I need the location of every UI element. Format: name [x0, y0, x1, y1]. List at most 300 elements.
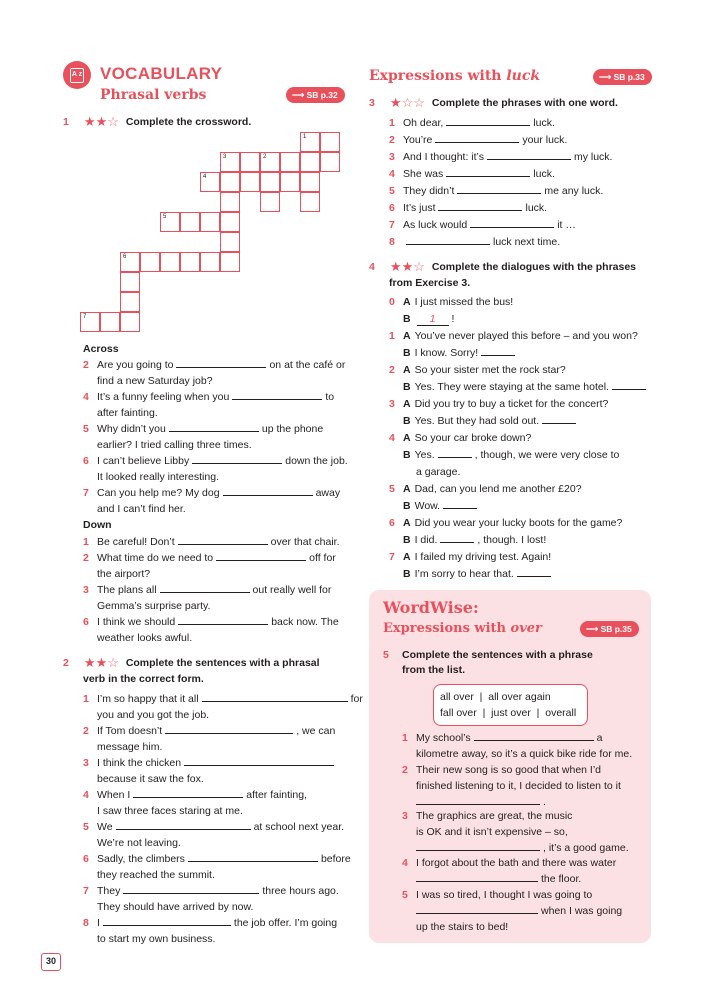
item-text: We: [97, 821, 113, 833]
item-text: Are you going to: [97, 359, 174, 371]
item-text: before: [320, 853, 351, 865]
dialogue-line-a: [389, 481, 582, 497]
item-text: your luck.: [522, 134, 568, 146]
phrase-list-line: all over | all over again: [440, 691, 551, 703]
star-filled-icon: ★: [95, 114, 108, 129]
item-text: .: [543, 796, 546, 808]
speaker-b-label: B: [403, 534, 411, 546]
crossword-cell[interactable]: [120, 272, 140, 292]
ex5-sentence: [402, 808, 572, 824]
speaker-a-label: A: [403, 483, 411, 495]
crossword-cell[interactable]: [180, 212, 200, 232]
item-number: 5: [389, 185, 395, 197]
dialogue-text: Yes. They were staying at the same hotel.: [414, 381, 609, 393]
crossword-cell[interactable]: [240, 152, 260, 172]
star-empty-icon: ☆: [413, 95, 425, 110]
crossword-cell[interactable]: [260, 172, 280, 192]
example-number: 0: [389, 296, 395, 308]
item-text: three hours ago.: [262, 885, 339, 897]
cell-number: 4: [203, 174, 207, 180]
answer-blank[interactable]: [435, 133, 519, 143]
item-number: 2: [389, 364, 395, 376]
item-text: Can you help me? My dog: [97, 487, 220, 499]
cell-number: 3: [223, 154, 227, 160]
crossword-cell[interactable]: [220, 152, 240, 172]
answer-blank[interactable]: [216, 551, 306, 561]
page-number: 30: [41, 953, 61, 971]
speaker-b-label: B: [403, 568, 411, 580]
answer-blank[interactable]: [178, 615, 268, 625]
crossword-cell[interactable]: [300, 132, 320, 152]
item-text: the job offer. I’m going: [233, 917, 338, 929]
sb-ref-label: SB p.32: [306, 90, 338, 100]
item-text: I think the chicken: [97, 757, 182, 769]
item-text: Their new song is so good that when I’d: [416, 764, 602, 776]
item-number: 4: [83, 789, 89, 801]
item-text: When I: [97, 789, 131, 801]
answer-blank[interactable]: [416, 872, 538, 882]
ex2-instruction-cont: verb in the correct form.: [83, 673, 204, 685]
star-empty-icon: ☆: [413, 259, 425, 274]
item-text: out really well for: [252, 584, 332, 596]
item-text: I think we should: [97, 616, 176, 628]
item-text: off for: [309, 552, 336, 564]
answer-blank[interactable]: [416, 904, 538, 914]
answer-blank[interactable]: [160, 583, 250, 593]
item-number: 8: [83, 917, 89, 929]
item-number: 6: [83, 455, 89, 467]
ex4-instruction-cont: from Exercise 3.: [389, 277, 471, 289]
answer-blank[interactable]: [176, 358, 266, 368]
ex2-sentence: [83, 755, 337, 771]
item-text: on at the café or: [269, 359, 346, 371]
item-text: down the job.: [285, 455, 348, 467]
item-text: when I was going: [541, 905, 623, 917]
answer-blank[interactable]: [178, 535, 268, 545]
ex2-sentence: [83, 915, 337, 931]
vocab-title: VOCABULARY: [100, 64, 223, 83]
ex3-phrase: [389, 183, 603, 199]
ex4-example-b: B 1 !: [403, 313, 455, 325]
item-number: 1: [83, 536, 89, 548]
ex2-sentence: [83, 883, 339, 899]
speaker-b-label: B: [403, 449, 411, 461]
answer-blank[interactable]: [192, 454, 282, 464]
dialogue-text: I know. Sorry!: [414, 347, 479, 359]
ex3-phrase: [389, 234, 560, 250]
item-number: 6: [83, 853, 89, 865]
example-answer: 1: [417, 313, 449, 326]
dialogue-line-b: [403, 498, 480, 514]
ex2-sentence-cont: message him.: [97, 741, 163, 753]
ex5-sentence-cont: [416, 919, 508, 935]
ex5-sentence-cont: [416, 746, 632, 762]
star-empty-icon: ☆: [401, 95, 414, 110]
answer-blank[interactable]: [438, 201, 522, 211]
answer-blank[interactable]: [103, 916, 231, 926]
sb-ref-label: SB p.35: [600, 624, 632, 634]
dialogue-text: Did you try to buy a ticket for the concert?: [414, 398, 609, 410]
dialogue-text: Dad, can you lend me another £20?: [414, 483, 582, 495]
dialogue-line-a: [389, 396, 608, 412]
across-clue-cont: earlier? I tried calling three times.: [97, 439, 252, 451]
answer-blank[interactable]: [123, 884, 259, 894]
ex1-heading: [63, 114, 251, 130]
speaker-a-label: A: [403, 364, 411, 376]
star-filled-icon: ★: [389, 95, 402, 110]
answer-blank[interactable]: [470, 218, 554, 228]
answer-blank[interactable]: [169, 422, 259, 432]
item-text: And I thought: it’s: [403, 151, 484, 163]
across-clue: [83, 453, 348, 469]
crossword-cell[interactable]: [240, 172, 260, 192]
crossword-cell[interactable]: [320, 152, 340, 172]
dialogue-line-b: [403, 345, 518, 361]
ex5-sentence-cont: [416, 903, 622, 919]
dialogue-line-a: [389, 328, 638, 344]
item-number: 4: [402, 857, 408, 869]
crossword-cell[interactable]: [220, 232, 240, 252]
dialogue-text: , though. I lost!: [477, 534, 547, 546]
cell-number: 1: [303, 134, 307, 140]
ex2-heading: [63, 655, 320, 671]
answer-blank[interactable]: [487, 150, 571, 160]
across-clue: [83, 421, 323, 437]
dialogue-text: Yes.: [414, 449, 435, 461]
item-text: Be careful! Don’t: [97, 536, 175, 548]
speaker-b-label: B: [403, 381, 411, 393]
item-number: 2: [83, 552, 89, 564]
item-number: 7: [389, 551, 395, 563]
crossword-cell[interactable]: [260, 152, 280, 172]
item-number: 4: [83, 391, 89, 403]
crossword-cell[interactable]: [160, 252, 180, 272]
answer-blank[interactable]: [446, 116, 530, 126]
crossword-cell[interactable]: [300, 172, 320, 192]
ex3-heading: [369, 95, 618, 111]
item-text: They didn’t: [403, 185, 455, 197]
answer-blank[interactable]: [446, 167, 530, 177]
crossword-cell[interactable]: [200, 212, 220, 232]
luck-title-text: Expressions with: [369, 68, 507, 84]
item-number: 5: [83, 423, 89, 435]
crossword-cell[interactable]: [220, 192, 240, 212]
ex5-sentence: [402, 762, 601, 778]
item-number: 3: [389, 398, 395, 410]
crossword-cell[interactable]: [160, 212, 180, 232]
star-filled-icon: ★: [95, 655, 108, 670]
crossword-cell[interactable]: [220, 172, 240, 192]
answer-blank[interactable]: [188, 852, 318, 862]
answer-blank[interactable]: [406, 235, 490, 245]
item-text: I can’t believe Libby: [97, 455, 190, 467]
ex2-sentence-cont: to start my own business.: [97, 933, 216, 945]
crossword-cell[interactable]: [100, 312, 120, 332]
ex3-phrase: [389, 217, 576, 233]
item-text: the floor.: [541, 873, 582, 885]
ex2-sentence-cont: because it saw the fox.: [97, 773, 204, 785]
speaker-b-label: B: [403, 500, 411, 512]
item-number: 4: [389, 168, 395, 180]
item-text: me any luck.: [544, 185, 604, 197]
dialogue-text: Yes. But they had sold out.: [414, 415, 540, 427]
dialogue-line-b: [403, 566, 554, 582]
crossword-cell[interactable]: [300, 192, 320, 212]
crossword-cell[interactable]: [80, 312, 100, 332]
ex3-phrase: [389, 200, 547, 216]
crossword-cell[interactable]: [120, 312, 140, 332]
item-text: over that chair.: [270, 536, 340, 548]
item-text: Oh dear,: [403, 117, 444, 129]
dialogue-line-a: [389, 430, 531, 446]
dialogue-line-b: [403, 413, 579, 429]
dialogue-text: , though, we were very close to: [474, 449, 620, 461]
ex2-sentence: [83, 819, 344, 835]
item-text: up the phone: [261, 423, 324, 435]
item-number: 2: [389, 134, 395, 146]
crossword-cell[interactable]: [180, 252, 200, 272]
item-text: to: [325, 391, 335, 403]
crossword-cell[interactable]: [200, 252, 220, 272]
speaker-a-label: A: [403, 330, 411, 342]
item-text: is OK and it isn’t expensive – so,: [416, 826, 568, 838]
dialogue-line-b: [403, 379, 649, 395]
answer-blank[interactable]: [457, 184, 541, 194]
ex3-phrase: [389, 115, 555, 131]
ex2-sentence: [83, 723, 335, 739]
ex3-phrase: [389, 166, 555, 182]
answer-blank[interactable]: [481, 346, 515, 356]
item-text: a: [596, 732, 603, 744]
item-text: away: [315, 487, 341, 499]
item-text: luck next time.: [493, 236, 561, 248]
item-number: 5: [389, 483, 395, 495]
item-text: I forgot about the bath and there was water: [416, 857, 617, 869]
ex2-sentence: [83, 787, 307, 803]
item-text: I’m so happy that it all: [97, 693, 199, 705]
ex4-number: 4: [369, 261, 375, 273]
item-text: My school’s: [416, 732, 471, 744]
crossword-cell[interactable]: [120, 292, 140, 312]
dialogue-text: Wow.: [414, 500, 441, 512]
vocab-icon-book: A z: [70, 68, 84, 83]
arrow-right-icon: ⟶: [586, 624, 601, 634]
ex3-number: 3: [369, 97, 375, 109]
across-clue: [83, 357, 345, 373]
crossword-cell[interactable]: [260, 192, 280, 212]
ex2-sentence-cont: We’re not leaving.: [97, 837, 181, 849]
answer-blank[interactable]: [133, 788, 243, 798]
speaker-b-label: B: [403, 415, 411, 427]
item-number: 3: [83, 757, 89, 769]
answer-blank[interactable]: [474, 731, 594, 741]
answer-blank[interactable]: [202, 692, 348, 702]
sb-ref-tag[interactable]: [593, 69, 652, 85]
dialogue-line-b: [403, 447, 619, 463]
wordwise-subtitle: [383, 621, 542, 637]
wordwise-subtitle-italic: over: [510, 621, 542, 636]
item-number: 2: [83, 359, 89, 371]
ex1-number: 1: [63, 116, 69, 128]
item-text: You’re: [403, 134, 433, 146]
sb-ref-label: SB p.33: [613, 72, 645, 82]
crossword-cell[interactable]: [220, 212, 240, 232]
answer-blank[interactable]: [542, 414, 576, 424]
ex2-sentence-cont: you and you got the job.: [97, 709, 210, 721]
ex4-example-a: 0 A I just missed the bus!: [389, 296, 514, 308]
down-clue-cont: weather looks awful.: [97, 632, 193, 644]
answer-blank[interactable]: [440, 533, 474, 543]
ex5-number: 5: [383, 649, 389, 661]
ex5-sentence-cont: [416, 824, 568, 840]
crossword-cell[interactable]: [280, 152, 300, 172]
item-text: , we can: [296, 725, 336, 737]
ex5-sentence-cont: [416, 871, 581, 887]
item-text: I: [97, 917, 100, 929]
item-number: 5: [83, 821, 89, 833]
item-text: kilometre away, so it’s a quick bike ride for me.: [416, 748, 633, 760]
answer-blank[interactable]: [443, 499, 477, 509]
item-number: 6: [389, 517, 395, 529]
crossword-cell[interactable]: [200, 172, 220, 192]
item-number: 1: [389, 330, 395, 342]
item-number: 7: [83, 487, 89, 499]
down-clue: [83, 582, 331, 598]
ex1-instruction: Complete the crossword.: [125, 116, 252, 128]
item-text: luck.: [533, 168, 555, 180]
item-number: 6: [389, 202, 395, 214]
item-number: 3: [389, 151, 395, 163]
item-text: for: [350, 693, 363, 705]
ex2-sentence-cont: They should have arrived by now.: [97, 901, 254, 913]
item-text: back now. The: [271, 616, 339, 628]
sb-ref-tag[interactable]: [286, 87, 345, 103]
ex5-heading: [383, 647, 593, 663]
item-number: 6: [83, 616, 89, 628]
answer-blank[interactable]: [416, 841, 540, 851]
luck-title-italic: luck: [506, 68, 541, 84]
ex5-instruction: Complete the sentences with a phrase: [402, 649, 593, 661]
crossword-cell[interactable]: [220, 252, 240, 272]
ex5-sentence-cont: [416, 778, 621, 794]
item-text: She was: [403, 168, 444, 180]
ex2-number: 2: [63, 657, 69, 669]
dialogue-line-b: [403, 532, 546, 548]
item-text: luck.: [533, 117, 555, 129]
answer-blank[interactable]: [517, 567, 551, 577]
dialogue-line-b-cont: a garage.: [416, 466, 461, 478]
down-heading: Down: [83, 519, 112, 531]
speaker-a-label: A: [403, 432, 411, 444]
answer-blank[interactable]: [416, 795, 540, 805]
across-clue-cont: It looked really interesting.: [97, 471, 219, 483]
item-text: my luck.: [573, 151, 613, 163]
item-number: 8: [389, 236, 395, 248]
vocab-subtitle: Phrasal verbs: [100, 87, 207, 103]
down-clue-cont: the airport?: [97, 568, 151, 580]
answer-blank[interactable]: [116, 820, 251, 830]
item-text: it …: [557, 219, 576, 231]
item-text: The plans all: [97, 584, 157, 596]
item-number: 3: [83, 584, 89, 596]
item-text: I was so tired, I thought I was going to: [416, 889, 593, 901]
cell-number: 2: [263, 154, 267, 160]
crossword-cell[interactable]: [320, 132, 340, 152]
item-number: 5: [402, 889, 408, 901]
item-text: What time do we need to: [97, 552, 214, 564]
ex2-sentence: [83, 691, 363, 707]
ex5-sentence-cont: [416, 840, 629, 856]
speaker-a-label: A: [403, 551, 411, 563]
item-text: It’s just: [403, 202, 436, 214]
wordwise-subtitle-text: Expressions with: [383, 621, 511, 636]
item-text: luck.: [525, 202, 548, 214]
dialogue-text: I’m sorry to hear that.: [414, 568, 514, 580]
ex3-phrase: [389, 132, 567, 148]
star-filled-icon: ★: [389, 259, 402, 274]
luck-title: [369, 68, 540, 84]
answer-blank[interactable]: [612, 380, 646, 390]
down-clue: [83, 534, 340, 550]
item-text: Why didn’t you: [97, 423, 166, 435]
item-number: 2: [83, 725, 89, 737]
crossword-cell[interactable]: [120, 252, 140, 272]
sb-ref-tag[interactable]: [580, 621, 639, 637]
crossword-cell[interactable]: [280, 172, 300, 192]
answer-blank[interactable]: [165, 724, 293, 734]
cell-number: 5: [163, 214, 167, 220]
item-number: 7: [83, 885, 89, 897]
item-text: They: [97, 885, 121, 897]
item-text: finished listening to it, I decided to listen to it: [416, 780, 621, 792]
answer-blank[interactable]: [184, 756, 334, 766]
star-empty-icon: ☆: [107, 655, 119, 670]
item-number: 1: [402, 732, 408, 744]
across-clue-cont: after fainting.: [97, 407, 158, 419]
answer-blank[interactable]: [232, 390, 322, 400]
across-clue-cont: and I can’t find her.: [97, 503, 186, 515]
ex2-sentence-cont: I saw three faces staring at me.: [97, 805, 243, 817]
example-a-text: I just missed the bus!: [414, 296, 514, 308]
crossword-cell[interactable]: [300, 152, 320, 172]
item-number: 3: [402, 810, 408, 822]
answer-blank[interactable]: [438, 448, 472, 458]
ex3-instruction: Complete the phrases with one word.: [431, 97, 618, 109]
item-text: at school next year.: [253, 821, 345, 833]
crossword-cell[interactable]: [140, 252, 160, 272]
answer-blank[interactable]: [223, 486, 313, 496]
item-text: up the stairs to bed!: [416, 921, 509, 933]
ex3-phrase: [389, 149, 612, 165]
star-filled-icon: ★: [83, 114, 96, 129]
speaker-a-label: A: [403, 398, 411, 410]
star-filled-icon: ★: [83, 655, 96, 670]
item-text: after fainting,: [246, 789, 307, 801]
ex4-heading: [369, 259, 636, 275]
item-text: It’s a funny feeling when you: [97, 391, 230, 403]
phrase-list-box: [433, 684, 588, 726]
arrow-right-icon: ⟶: [292, 90, 307, 100]
dialogue-line-a: [389, 362, 566, 378]
ex5-sentence: [402, 730, 603, 746]
dialogue-text: I failed my driving test. Again!: [414, 551, 552, 563]
ex4-instruction: Complete the dialogues with the phrases: [431, 261, 637, 273]
dialogue-line-a: [389, 549, 551, 565]
ex2-sentence-cont: they reached the summit.: [97, 869, 215, 881]
star-filled-icon: ★: [401, 259, 414, 274]
dialogue-text: I did.: [414, 534, 438, 546]
item-text: , it’s a good game.: [543, 842, 629, 854]
